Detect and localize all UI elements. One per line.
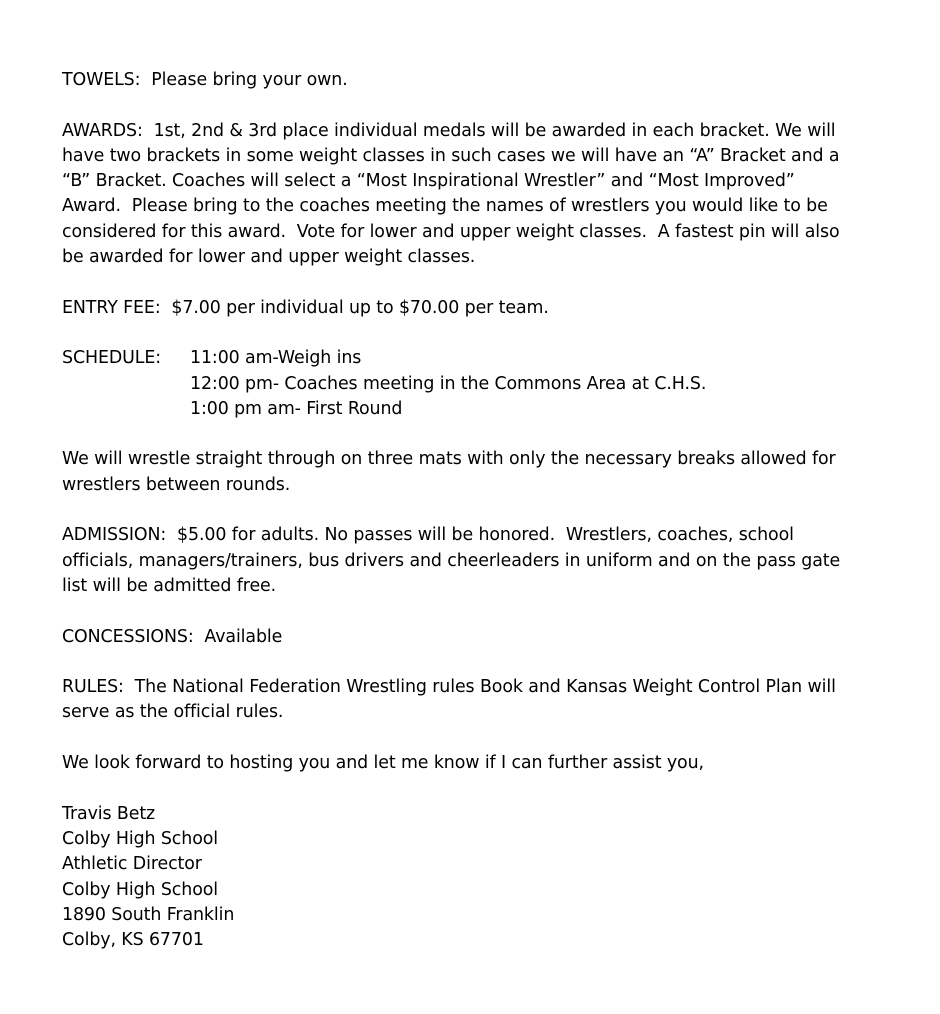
schedule-item-first-round: 1:00 pm am- First Round	[190, 398, 403, 419]
signature-street: 1890 South Franklin	[62, 904, 235, 925]
schedule-item-weigh-ins: 11:00 am-Weigh ins	[190, 348, 362, 369]
towels-paragraph: TOWELS: Please bring your own.	[62, 70, 348, 90]
mats-paragraph: We will wrestle straight through on three mats with only the necessary breaks allowed for wrestlers between rounds.	[62, 449, 842, 495]
admission-paragraph: ADMISSION: $5.00 for adults. No passes will be honored. Wrestlers, coaches, school officials, managers/trainers, bus drivers and cheerleaders in uniform and on the pass gate list will be admitted free.	[62, 525, 846, 596]
schedule-list	[190, 346, 706, 422]
awards-paragraph: AWARDS: 1st, 2nd & 3rd place individual medals will be awarded in each bracket. We will have two brackets in some weight classes in such cases we will have an “A” Bracket and a “B” Bracket. Coaches will select a “Most Inspirational Wrestler” and “Most Improved” Award. Please bring to the coaches meeting the names of wrestlers you would like to be considered for this award. Vote for lower and upper weight classes. A fastest pin will also be awarded for lower and upper weight classes.	[62, 120, 845, 268]
closing-paragraph: We look forward to hosting you and let me know if I can further assist you,	[62, 753, 704, 774]
schedule-section	[62, 346, 852, 422]
entry-fee-paragraph: ENTRY FEE: $7.00 per individual up to $70.00 per team.	[62, 297, 549, 318]
schedule-item-coaches-meeting: 12:00 pm- Coaches meeting in the Commons Area at C.H.S.	[190, 373, 707, 394]
rules-paragraph: RULES: The National Federation Wrestling rules Book and Kansas Weight Control Plan will serve as the official rules.	[62, 677, 842, 723]
signature-block	[62, 802, 852, 954]
signature-name: Travis Betz	[62, 803, 156, 824]
document-page	[62, 68, 852, 953]
concessions-paragraph: CONCESSIONS: Available	[62, 626, 283, 647]
signature-organization: Colby High School	[62, 879, 219, 900]
signature-school: Colby High School	[62, 828, 219, 849]
signature-title: Athletic Director	[62, 854, 202, 875]
signature-city: Colby, KS 67701	[62, 930, 204, 951]
schedule-label: SCHEDULE:	[62, 348, 162, 369]
